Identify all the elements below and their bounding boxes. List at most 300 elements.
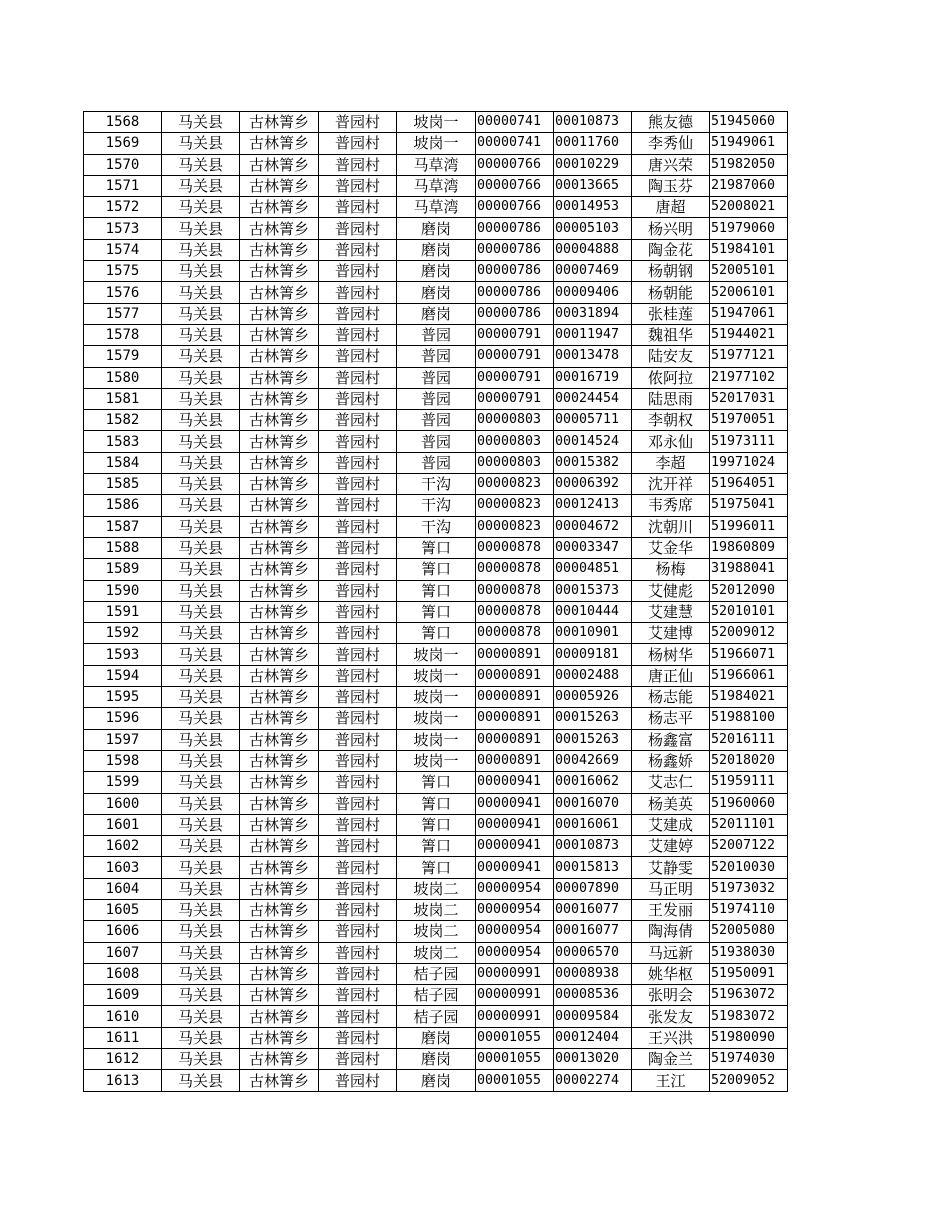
table-row bbox=[84, 1049, 788, 1070]
cell-code1: 00000878 bbox=[476, 580, 554, 601]
cell-township: 古林箐乡 bbox=[240, 537, 319, 558]
cell-name: 艾金华 bbox=[632, 537, 710, 558]
cell-county: 马关县 bbox=[162, 1070, 240, 1091]
cell-id: 51996011 bbox=[710, 516, 788, 537]
cell-township: 古林箐乡 bbox=[240, 601, 319, 622]
cell-village: 普园村 bbox=[319, 324, 397, 345]
table-row bbox=[84, 921, 788, 942]
cell-name: 杨志平 bbox=[632, 708, 710, 729]
cell-township: 古林箐乡 bbox=[240, 644, 319, 665]
cell-county: 马关县 bbox=[162, 452, 240, 473]
cell-name: 李秀仙 bbox=[632, 133, 710, 154]
cell-id: 51984021 bbox=[710, 687, 788, 708]
cell-name: 杨鑫富 bbox=[632, 729, 710, 750]
cell-index: 1575 bbox=[84, 261, 162, 282]
cell-township: 古林箐乡 bbox=[240, 133, 319, 154]
cell-name: 陶金花 bbox=[632, 239, 710, 260]
cell-township: 古林箐乡 bbox=[240, 814, 319, 835]
cell-id: 52011101 bbox=[710, 814, 788, 835]
cell-id: 51974110 bbox=[710, 899, 788, 920]
cell-village: 普园村 bbox=[319, 1027, 397, 1048]
cell-group: 磨岗 bbox=[397, 261, 476, 282]
table-row bbox=[84, 218, 788, 239]
cell-id: 51945060 bbox=[710, 112, 788, 133]
cell-code2: 00016077 bbox=[554, 899, 632, 920]
cell-code2: 00004672 bbox=[554, 516, 632, 537]
cell-name: 王江 bbox=[632, 1070, 710, 1091]
cell-index: 1578 bbox=[84, 324, 162, 345]
cell-village: 普园村 bbox=[319, 197, 397, 218]
cell-group: 干沟 bbox=[397, 516, 476, 537]
cell-county: 马关县 bbox=[162, 836, 240, 857]
cell-township: 古林箐乡 bbox=[240, 388, 319, 409]
table-row bbox=[84, 261, 788, 282]
cell-village: 普园村 bbox=[319, 1070, 397, 1091]
cell-id: 52007122 bbox=[710, 836, 788, 857]
cell-village: 普园村 bbox=[319, 985, 397, 1006]
cell-county: 马关县 bbox=[162, 431, 240, 452]
cell-county: 马关县 bbox=[162, 878, 240, 899]
table-row bbox=[84, 814, 788, 835]
table-row bbox=[84, 750, 788, 771]
cell-township: 古林箐乡 bbox=[240, 559, 319, 580]
cell-code2: 00010873 bbox=[554, 836, 632, 857]
cell-village: 普园村 bbox=[319, 133, 397, 154]
table-row bbox=[84, 452, 788, 473]
cell-code2: 00011947 bbox=[554, 324, 632, 345]
cell-code2: 00016077 bbox=[554, 921, 632, 942]
cell-township: 古林箐乡 bbox=[240, 346, 319, 367]
table-row bbox=[84, 495, 788, 516]
cell-name: 马正明 bbox=[632, 878, 710, 899]
cell-name: 张明会 bbox=[632, 985, 710, 1006]
cell-group: 箐口 bbox=[397, 601, 476, 622]
cell-id: 21977102 bbox=[710, 367, 788, 388]
cell-village: 普园村 bbox=[319, 857, 397, 878]
cell-index: 1580 bbox=[84, 367, 162, 388]
cell-township: 古林箐乡 bbox=[240, 282, 319, 303]
cell-code1: 00000941 bbox=[476, 793, 554, 814]
cell-id: 51980090 bbox=[710, 1027, 788, 1048]
table-row bbox=[84, 154, 788, 175]
cell-county: 马关县 bbox=[162, 537, 240, 558]
cell-group: 普园 bbox=[397, 367, 476, 388]
table-row bbox=[84, 899, 788, 920]
cell-code2: 00010229 bbox=[554, 154, 632, 175]
cell-code2: 00006570 bbox=[554, 942, 632, 963]
cell-index: 1613 bbox=[84, 1070, 162, 1091]
cell-id: 52009012 bbox=[710, 623, 788, 644]
cell-index: 1593 bbox=[84, 644, 162, 665]
cell-township: 古林箐乡 bbox=[240, 708, 319, 729]
cell-village: 普园村 bbox=[319, 1049, 397, 1070]
cell-name: 陶金兰 bbox=[632, 1049, 710, 1070]
cell-name: 艾建慧 bbox=[632, 601, 710, 622]
cell-county: 马关县 bbox=[162, 197, 240, 218]
cell-code2: 00013478 bbox=[554, 346, 632, 367]
cell-code1: 00000786 bbox=[476, 261, 554, 282]
cell-id: 51975041 bbox=[710, 495, 788, 516]
cell-code2: 00014524 bbox=[554, 431, 632, 452]
table-row bbox=[84, 1070, 788, 1091]
cell-name: 李超 bbox=[632, 452, 710, 473]
cell-group: 马草湾 bbox=[397, 197, 476, 218]
cell-group: 磨岗 bbox=[397, 218, 476, 239]
cell-group: 磨岗 bbox=[397, 282, 476, 303]
cell-village: 普园村 bbox=[319, 495, 397, 516]
cell-township: 古林箐乡 bbox=[240, 985, 319, 1006]
cell-code1: 00000991 bbox=[476, 963, 554, 984]
cell-index: 1605 bbox=[84, 899, 162, 920]
cell-village: 普园村 bbox=[319, 175, 397, 196]
cell-county: 马关县 bbox=[162, 750, 240, 771]
cell-id: 51950091 bbox=[710, 963, 788, 984]
cell-id: 51963072 bbox=[710, 985, 788, 1006]
cell-township: 古林箐乡 bbox=[240, 175, 319, 196]
cell-village: 普园村 bbox=[319, 687, 397, 708]
cell-group: 箐口 bbox=[397, 814, 476, 835]
cell-code1: 00000891 bbox=[476, 750, 554, 771]
cell-village: 普园村 bbox=[319, 516, 397, 537]
table-row bbox=[84, 367, 788, 388]
cell-county: 马关县 bbox=[162, 239, 240, 260]
cell-code1: 00001055 bbox=[476, 1027, 554, 1048]
cell-group: 箐口 bbox=[397, 793, 476, 814]
cell-township: 古林箐乡 bbox=[240, 239, 319, 260]
cell-village: 普园村 bbox=[319, 303, 397, 324]
cell-county: 马关县 bbox=[162, 601, 240, 622]
cell-id: 51977121 bbox=[710, 346, 788, 367]
cell-group: 普园 bbox=[397, 346, 476, 367]
cell-county: 马关县 bbox=[162, 772, 240, 793]
cell-id: 51944021 bbox=[710, 324, 788, 345]
cell-index: 1609 bbox=[84, 985, 162, 1006]
cell-id: 52005101 bbox=[710, 261, 788, 282]
cell-index: 1606 bbox=[84, 921, 162, 942]
cell-index: 1596 bbox=[84, 708, 162, 729]
cell-code1: 00000954 bbox=[476, 921, 554, 942]
cell-group: 箐口 bbox=[397, 836, 476, 857]
cell-village: 普园村 bbox=[319, 580, 397, 601]
cell-group: 箐口 bbox=[397, 580, 476, 601]
cell-index: 1573 bbox=[84, 218, 162, 239]
table-row bbox=[84, 1006, 788, 1027]
cell-code2: 00010901 bbox=[554, 623, 632, 644]
cell-code2: 00007469 bbox=[554, 261, 632, 282]
cell-group: 箐口 bbox=[397, 772, 476, 793]
spreadsheet-table bbox=[83, 111, 788, 1092]
cell-id: 51949061 bbox=[710, 133, 788, 154]
cell-township: 古林箐乡 bbox=[240, 1070, 319, 1091]
cell-code2: 00016061 bbox=[554, 814, 632, 835]
cell-county: 马关县 bbox=[162, 388, 240, 409]
cell-code2: 00016062 bbox=[554, 772, 632, 793]
cell-county: 马关县 bbox=[162, 282, 240, 303]
cell-code1: 00000991 bbox=[476, 985, 554, 1006]
cell-township: 古林箐乡 bbox=[240, 772, 319, 793]
cell-code1: 00001055 bbox=[476, 1049, 554, 1070]
cell-township: 古林箐乡 bbox=[240, 942, 319, 963]
table-row bbox=[84, 197, 788, 218]
cell-name: 艾建婷 bbox=[632, 836, 710, 857]
cell-code2: 00010873 bbox=[554, 112, 632, 133]
cell-code2: 00014953 bbox=[554, 197, 632, 218]
cell-code2: 00011760 bbox=[554, 133, 632, 154]
cell-township: 古林箐乡 bbox=[240, 729, 319, 750]
table-row bbox=[84, 644, 788, 665]
cell-code1: 00000791 bbox=[476, 324, 554, 345]
cell-code2: 00008536 bbox=[554, 985, 632, 1006]
cell-code1: 00000941 bbox=[476, 772, 554, 793]
cell-county: 马关县 bbox=[162, 1027, 240, 1048]
cell-county: 马关县 bbox=[162, 154, 240, 175]
table-row bbox=[84, 112, 788, 133]
cell-id: 52005080 bbox=[710, 921, 788, 942]
table-row bbox=[84, 410, 788, 431]
cell-group: 箐口 bbox=[397, 559, 476, 580]
cell-index: 1582 bbox=[84, 410, 162, 431]
cell-id: 52009052 bbox=[710, 1070, 788, 1091]
cell-code2: 00015382 bbox=[554, 452, 632, 473]
cell-name: 杨志能 bbox=[632, 687, 710, 708]
cell-code2: 00005926 bbox=[554, 687, 632, 708]
cell-index: 1571 bbox=[84, 175, 162, 196]
cell-id: 51970051 bbox=[710, 410, 788, 431]
cell-name: 沈开祥 bbox=[632, 474, 710, 495]
cell-code1: 00000941 bbox=[476, 814, 554, 835]
cell-id: 51973032 bbox=[710, 878, 788, 899]
cell-index: 1591 bbox=[84, 601, 162, 622]
cell-code2: 00004851 bbox=[554, 559, 632, 580]
cell-code1: 00000878 bbox=[476, 623, 554, 644]
cell-index: 1574 bbox=[84, 239, 162, 260]
cell-name: 马远新 bbox=[632, 942, 710, 963]
cell-code2: 00015813 bbox=[554, 857, 632, 878]
cell-county: 马关县 bbox=[162, 410, 240, 431]
cell-code1: 00000823 bbox=[476, 474, 554, 495]
cell-index: 1603 bbox=[84, 857, 162, 878]
cell-code2: 00015373 bbox=[554, 580, 632, 601]
cell-code1: 00000954 bbox=[476, 899, 554, 920]
cell-group: 磨岗 bbox=[397, 1070, 476, 1091]
cell-township: 古林箐乡 bbox=[240, 1006, 319, 1027]
cell-county: 马关县 bbox=[162, 687, 240, 708]
cell-code1: 00000766 bbox=[476, 175, 554, 196]
cell-code1: 00000741 bbox=[476, 112, 554, 133]
cell-code2: 00015263 bbox=[554, 708, 632, 729]
cell-id: 52018020 bbox=[710, 750, 788, 771]
cell-index: 1576 bbox=[84, 282, 162, 303]
cell-name: 杨朝钢 bbox=[632, 261, 710, 282]
cell-county: 马关县 bbox=[162, 346, 240, 367]
cell-code1: 00000791 bbox=[476, 388, 554, 409]
cell-group: 坡岗一 bbox=[397, 133, 476, 154]
cell-code1: 00000803 bbox=[476, 452, 554, 473]
cell-id: 51979060 bbox=[710, 218, 788, 239]
cell-index: 1610 bbox=[84, 1006, 162, 1027]
cell-township: 古林箐乡 bbox=[240, 324, 319, 345]
cell-township: 古林箐乡 bbox=[240, 452, 319, 473]
table-row bbox=[84, 516, 788, 537]
cell-code1: 00000766 bbox=[476, 197, 554, 218]
cell-township: 古林箐乡 bbox=[240, 367, 319, 388]
cell-group: 桔子园 bbox=[397, 985, 476, 1006]
table-row bbox=[84, 687, 788, 708]
cell-county: 马关县 bbox=[162, 580, 240, 601]
cell-township: 古林箐乡 bbox=[240, 580, 319, 601]
cell-name: 艾静雯 bbox=[632, 857, 710, 878]
cell-code2: 00042669 bbox=[554, 750, 632, 771]
cell-group: 坡岗一 bbox=[397, 644, 476, 665]
cell-village: 普园村 bbox=[319, 346, 397, 367]
cell-id: 51964051 bbox=[710, 474, 788, 495]
cell-code2: 00016070 bbox=[554, 793, 632, 814]
cell-township: 古林箐乡 bbox=[240, 665, 319, 686]
table-row bbox=[84, 729, 788, 750]
table-row bbox=[84, 303, 788, 324]
cell-village: 普园村 bbox=[319, 750, 397, 771]
cell-id: 51959111 bbox=[710, 772, 788, 793]
cell-id: 19860809 bbox=[710, 537, 788, 558]
cell-village: 普园村 bbox=[319, 963, 397, 984]
table-row bbox=[84, 601, 788, 622]
cell-index: 1595 bbox=[84, 687, 162, 708]
cell-county: 马关县 bbox=[162, 623, 240, 644]
cell-name: 韦秀席 bbox=[632, 495, 710, 516]
cell-code2: 00008938 bbox=[554, 963, 632, 984]
cell-id: 51966071 bbox=[710, 644, 788, 665]
table-row bbox=[84, 963, 788, 984]
cell-county: 马关县 bbox=[162, 1006, 240, 1027]
cell-index: 1607 bbox=[84, 942, 162, 963]
cell-village: 普园村 bbox=[319, 388, 397, 409]
table-row bbox=[84, 772, 788, 793]
table-row bbox=[84, 878, 788, 899]
cell-group: 坡岗二 bbox=[397, 921, 476, 942]
cell-id: 51960060 bbox=[710, 793, 788, 814]
cell-id: 51983072 bbox=[710, 1006, 788, 1027]
cell-code2: 00012413 bbox=[554, 495, 632, 516]
table-row bbox=[84, 580, 788, 601]
cell-id: 52012090 bbox=[710, 580, 788, 601]
cell-village: 普园村 bbox=[319, 452, 397, 473]
cell-group: 坡岗二 bbox=[397, 899, 476, 920]
cell-index: 1585 bbox=[84, 474, 162, 495]
cell-code1: 00000941 bbox=[476, 836, 554, 857]
cell-name: 侬阿拉 bbox=[632, 367, 710, 388]
cell-group: 干沟 bbox=[397, 495, 476, 516]
cell-village: 普园村 bbox=[319, 474, 397, 495]
cell-code1: 00000891 bbox=[476, 687, 554, 708]
cell-township: 古林箐乡 bbox=[240, 899, 319, 920]
cell-county: 马关县 bbox=[162, 814, 240, 835]
cell-village: 普园村 bbox=[319, 282, 397, 303]
cell-code1: 00000954 bbox=[476, 878, 554, 899]
cell-code2: 00002274 bbox=[554, 1070, 632, 1091]
cell-group: 普园 bbox=[397, 324, 476, 345]
cell-county: 马关县 bbox=[162, 644, 240, 665]
cell-name: 杨树华 bbox=[632, 644, 710, 665]
cell-index: 1583 bbox=[84, 431, 162, 452]
cell-name: 陆思雨 bbox=[632, 388, 710, 409]
cell-county: 马关县 bbox=[162, 474, 240, 495]
cell-village: 普园村 bbox=[319, 367, 397, 388]
cell-township: 古林箐乡 bbox=[240, 261, 319, 282]
cell-index: 1577 bbox=[84, 303, 162, 324]
cell-village: 普园村 bbox=[319, 878, 397, 899]
cell-village: 普园村 bbox=[319, 112, 397, 133]
cell-code1: 00000823 bbox=[476, 516, 554, 537]
cell-id: 52017031 bbox=[710, 388, 788, 409]
cell-code2: 00009181 bbox=[554, 644, 632, 665]
table-row bbox=[84, 857, 788, 878]
cell-code2: 00009584 bbox=[554, 1006, 632, 1027]
cell-group: 坡岗一 bbox=[397, 708, 476, 729]
cell-village: 普园村 bbox=[319, 559, 397, 580]
cell-code1: 00000786 bbox=[476, 239, 554, 260]
cell-township: 古林箐乡 bbox=[240, 516, 319, 537]
cell-county: 马关县 bbox=[162, 985, 240, 1006]
cell-code1: 00000741 bbox=[476, 133, 554, 154]
cell-code2: 00005103 bbox=[554, 218, 632, 239]
cell-index: 1584 bbox=[84, 452, 162, 473]
cell-index: 1597 bbox=[84, 729, 162, 750]
cell-name: 张桂莲 bbox=[632, 303, 710, 324]
cell-id: 51947061 bbox=[710, 303, 788, 324]
cell-county: 马关县 bbox=[162, 324, 240, 345]
cell-id: 52006101 bbox=[710, 282, 788, 303]
cell-group: 磨岗 bbox=[397, 303, 476, 324]
cell-group: 马草湾 bbox=[397, 154, 476, 175]
cell-index: 1600 bbox=[84, 793, 162, 814]
cell-id: 51938030 bbox=[710, 942, 788, 963]
cell-county: 马关县 bbox=[162, 112, 240, 133]
cell-code1: 00000878 bbox=[476, 559, 554, 580]
cell-code1: 00000878 bbox=[476, 537, 554, 558]
cell-county: 马关县 bbox=[162, 495, 240, 516]
cell-township: 古林箐乡 bbox=[240, 410, 319, 431]
cell-village: 普园村 bbox=[319, 729, 397, 750]
cell-county: 马关县 bbox=[162, 708, 240, 729]
cell-group: 桔子园 bbox=[397, 963, 476, 984]
table-row bbox=[84, 133, 788, 154]
cell-name: 王兴洪 bbox=[632, 1027, 710, 1048]
cell-group: 坡岗一 bbox=[397, 750, 476, 771]
cell-group: 磨岗 bbox=[397, 1027, 476, 1048]
cell-code1: 00000803 bbox=[476, 431, 554, 452]
cell-county: 马关县 bbox=[162, 899, 240, 920]
cell-code1: 00000823 bbox=[476, 495, 554, 516]
cell-code1: 00000803 bbox=[476, 410, 554, 431]
cell-township: 古林箐乡 bbox=[240, 878, 319, 899]
cell-county: 马关县 bbox=[162, 857, 240, 878]
cell-village: 普园村 bbox=[319, 239, 397, 260]
cell-code1: 00000891 bbox=[476, 644, 554, 665]
cell-group: 马草湾 bbox=[397, 175, 476, 196]
cell-index: 1572 bbox=[84, 197, 162, 218]
cell-code2: 00015263 bbox=[554, 729, 632, 750]
cell-index: 1589 bbox=[84, 559, 162, 580]
cell-county: 马关县 bbox=[162, 559, 240, 580]
cell-county: 马关县 bbox=[162, 729, 240, 750]
cell-code2: 00010444 bbox=[554, 601, 632, 622]
cell-id: 31988041 bbox=[710, 559, 788, 580]
table-row bbox=[84, 793, 788, 814]
cell-code2: 00005711 bbox=[554, 410, 632, 431]
cell-code2: 00024454 bbox=[554, 388, 632, 409]
cell-name: 张发友 bbox=[632, 1006, 710, 1027]
cell-name: 熊友德 bbox=[632, 112, 710, 133]
